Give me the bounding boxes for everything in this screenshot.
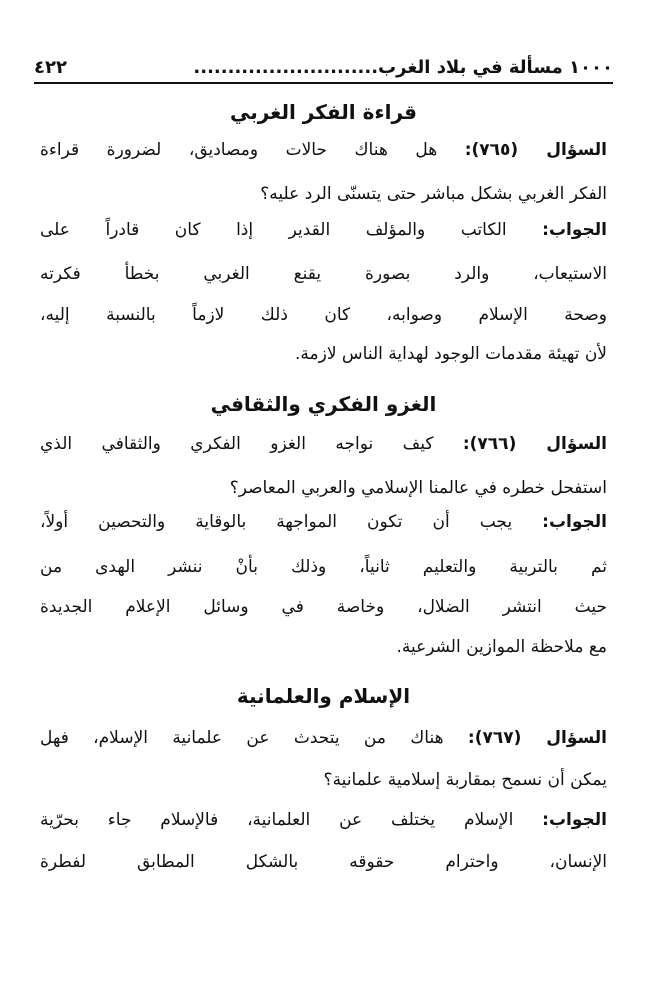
- line-text: حيث انتشر الضلال، وخاصة في وسائل الإعلام الجديدة: [40, 597, 607, 617]
- answer-label: الجواب:: [542, 512, 607, 532]
- section-title-reading-western-thought: قراءة الفكر الغربي: [229, 100, 418, 124]
- line-text: لأن تهيئة مقدمات الوجود لهداية الناس لازمة.: [294, 344, 607, 364]
- paragraph-line: [40, 303, 607, 327]
- paragraph-line: [40, 138, 607, 162]
- book-title: ١٠٠٠ مسألة في بلاد الغرب: [378, 57, 613, 78]
- line-text: هناك من يتحدث عن علمانية الإسلام، فهل: [40, 728, 468, 748]
- line-text: الاستيعاب، والرد بصورة يقنع الغربي بخطأ فكرته: [40, 264, 607, 284]
- paragraph-line: [40, 555, 607, 579]
- line-text: يجب أن تكون المواجهة بالوقاية والتحصين أولاً،: [40, 512, 543, 532]
- line-text: هل هناك حالات ومصاديق، لضرورة قراءة: [40, 140, 465, 160]
- paragraph-line: [40, 768, 607, 792]
- line-text: الفكر الغربي بشكل مباشر حتى يتسنّى الرد عليه؟: [260, 184, 607, 204]
- section-title-islam-secularism: الإسلام والعلمانية: [236, 684, 411, 708]
- paragraph-line: [40, 595, 607, 619]
- line-text: استفحل خطره في عالمنا الإسلامي والعربي المعاصر؟: [229, 478, 607, 498]
- line-text: يمكن أن نسمح بمقاربة إسلامية علمانية؟: [323, 770, 607, 790]
- paragraph-line: [40, 476, 607, 500]
- line-text: ثم بالتربية والتعليم ثانياً، وذلك بأنْ ننشر الهدى من: [40, 557, 607, 577]
- paragraph-line: [40, 635, 607, 659]
- line-text: وصحة الإسلام وصوابه، كان ذلك لازماً بالنسبة إليه،: [40, 305, 607, 325]
- running-head: [34, 50, 613, 84]
- answer-label: الجواب:: [542, 220, 607, 240]
- paragraph-line: [40, 218, 607, 242]
- line-text: كيف نواجه الغزو الفكري والثقافي الذي: [40, 434, 463, 454]
- question-label: السؤال (٧٦٦):: [462, 434, 607, 454]
- question-label: السؤال (٧٦٧):: [467, 728, 608, 748]
- paragraph-line: [40, 850, 607, 874]
- line-text: الإسلام يختلف عن العلمانية، فالإسلام جاء بحرّية: [40, 810, 543, 830]
- question-label: السؤال (٧٦٥):: [464, 140, 607, 160]
- paragraph-line: [40, 808, 607, 832]
- answer-label: الجواب:: [542, 810, 607, 830]
- paragraph-line: [40, 182, 607, 206]
- line-text: مع ملاحظة الموازين الشرعية.: [396, 637, 607, 657]
- line-text: الكاتب والمؤلف القدير إذا كان قادراً على: [40, 220, 543, 240]
- paragraph-line: [40, 726, 607, 750]
- header-dots: ...........................: [193, 57, 379, 78]
- paragraph-line: [40, 342, 607, 366]
- page-number: ٤٢٢: [34, 57, 67, 78]
- paragraph-line: [40, 432, 607, 456]
- section-title-intellectual-invasion: الغزو الفكري والثقافي: [210, 392, 437, 416]
- paragraph-line: [40, 510, 607, 534]
- paragraph-line: [40, 262, 607, 286]
- line-text: الإنسان، واحترام حقوقه بالشكل المطابق لفطرة: [40, 852, 607, 872]
- book-title-header: [193, 57, 613, 78]
